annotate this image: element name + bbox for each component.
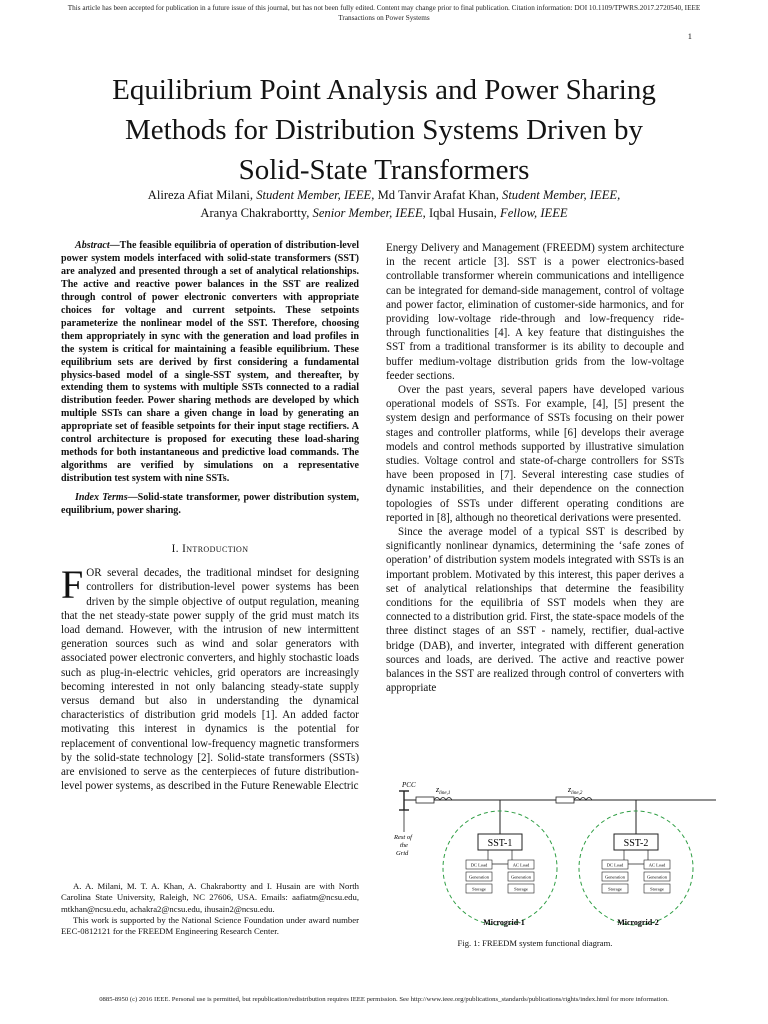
microgrid1-label: Microgrid-1 <box>483 918 525 927</box>
page-number: 1 <box>687 31 692 41</box>
author-footnote <box>61 881 359 937</box>
index-terms <box>61 492 359 518</box>
author-line-2 <box>40 204 728 222</box>
rest-of-grid <box>393 810 413 857</box>
left-column <box>61 240 359 793</box>
author-name: Md Tanvir Arafat Khan, <box>377 188 499 202</box>
ac-load-label: AC Load <box>648 862 666 868</box>
svg-text:zline,2 <box>567 785 583 796</box>
generation-label: Generation <box>511 874 531 880</box>
abstract-text: —The feasible equilibria of operation of distribution-level power system models interfaced with solid-state transformers (SST) are analyzed and presented through a set of analytical relationships. The active and reactive power balances in the SST are realized through control of power electronic converters with appropriate choices for voltage and current setpoints. These setpoints parameterize the nonlinear model of the SST. Therefore, choosing them appropriately in sync with the generation and load profiles in the system is critical for maintaining a feasible equilibrium. These equilibrium sets are derived by first considering a fundamental physics-based model of a single-SST system, and thereafter, by extending them to systems with multiple SSTs connected to a radial distribution feeder. Power sharing methods are developed by which multiple SSTs can share a given change in load by generating an appropriate set of feasible setpoints for their input stage rectifiers. A control architecture is proposed for executing these load-sharing methods for both instantaneous and predictive load commands. The algorithms are verified by simulations on a representative distribution test system with nine SSTs. <box>61 240 359 485</box>
figure-caption: Fig. 1: FREEDM system functional diagram. <box>457 938 613 948</box>
author-list <box>40 186 728 222</box>
sst2-label: SST-2 <box>623 838 649 849</box>
dc-load-label: DC Load <box>606 862 624 868</box>
rest-of-grid-line2: the <box>400 842 408 849</box>
copyright-footer: 0885-8950 (c) 2016 IEEE. Personal use is permitted, but republication/redistribution requires IEEE permission. See http://www.ieee.org/publications_standards/publications/rights/index.html for more information. <box>99 996 669 1003</box>
title-line-2: Methods for Distribution Systems Driven by <box>125 114 643 146</box>
dc-load-label: DC Load <box>470 862 488 868</box>
freedm-diagram <box>388 776 728 958</box>
author-line-1 <box>40 186 728 204</box>
abstract <box>61 240 359 486</box>
pcc-node <box>399 781 416 810</box>
journal-notice-line2: Transactions on Power Systems <box>338 14 430 22</box>
body-paragraph: Energy Delivery and Management (FREEDM) system architecture in the recent article [3]. SST is a power electronics-based controllable transformer wherein communications and intelligence can be integrated for demand-side management, control of voltage and power factor, elimination of customer-side harmonics, and for providing low-voltage ride-through and low-frequency ride-through functionalities [4]. A key feature that distinguishes the SST from a traditional transformer is its ability to decouple and buffer medium-voltage distribution grids from the low-voltage feeder sections. <box>386 242 684 382</box>
svg-text:zline,1 <box>435 785 450 796</box>
author-name: Aranya Chakrabortty, <box>200 206 310 220</box>
author-name: Alireza Afiat Milani, <box>147 188 254 202</box>
footnote-funding: This work is supported by the National Science Foundation under award number EEC-0812121 for the FREEDM Engineering Research Center. <box>61 914 359 937</box>
zline1-symbol: z <box>436 785 440 794</box>
zline1-subscript: line,1 <box>439 791 451 796</box>
author-role: Student Member, IEEE, <box>256 188 375 202</box>
title-line-1: Equilibrium Point Analysis and Power Sharing <box>112 74 656 106</box>
dropcap: F <box>61 562 84 608</box>
paper-title <box>40 70 728 190</box>
body-paragraph: Since the average model of a typical SST is described by significantly nonlinear dynamics, determining the ‘safe zones of operation’ of distribution system models integrated with SSTs is an important problem. Motivated by this interest, this paper derives a set of analytical relationships that determine the feasibility conditions for the equilibria of SST models when they are connected to a distribution grid. First, the state-space models of the three distinct stages of an SST - namely, rectifier, dual-active bridge (DAB), and inverter, integrated with different generation sources and loads, are derived. The active and reactive power balances in the SST are realized through control of converters with appropriate <box>386 526 684 695</box>
index-terms-lead: Index Terms <box>75 492 128 504</box>
storage-label: Storage <box>514 886 528 892</box>
generation-label: Generation <box>605 874 625 880</box>
title-line-3: Solid-State Transformers <box>238 154 530 186</box>
zline2-symbol: z <box>568 785 572 794</box>
storage-label: Storage <box>650 886 664 892</box>
pcc-label: PCC <box>402 781 416 789</box>
generation-label: Generation <box>647 874 667 880</box>
index-terms-text: —Solid-state transformer, power distribution system, equilibrium, power sharing. <box>61 492 359 517</box>
abstract-lead: Abstract <box>75 240 110 251</box>
intro-text: OR several decades, the traditional mindset for designing controllers for distribution-level power systems has been driven by the simple objective of output regulation, meaning that the net steady-state power supply of the grid must match its load demand. However, with the intrusion of new intermittent generation sources such as wind and solar generators with associated power electronic converters, and highly stochastic loads such as plug-in-electric vehicles, grid operators are increasingly becoming interested in not only balancing steady-state supply versus demand but also in understanding the dynamical characteristics of distribution grid models [1]. An added factor motivating this interest in dynamics is the potential for replacement of conventional low-frequency magnetic transformers by the solid-state technology [2]. Solid-state transformers (SSTs) are envisioned to serve as the centerpieces of future distribution-level power systems, as described in the Future Renewable Electric <box>61 567 359 793</box>
microgrid2-label: Microgrid-2 <box>617 918 659 927</box>
author-role: Fellow, IEEE <box>500 206 568 220</box>
ac-load-label: AC Load <box>512 862 530 868</box>
zline2-subscript: line,2 <box>571 791 583 796</box>
generation-label: Generation <box>469 874 489 880</box>
journal-notice-line1: This article has been accepted for publication in a future issue of this journal, but has not been fully edited. Content may change prior to final publication. Citation information: DOI 10.1109/TPWRS.2017.2720540, IEEE <box>67 4 701 12</box>
sst1-label: SST-1 <box>487 838 513 849</box>
storage-label: Storage <box>472 886 486 892</box>
storage-label: Storage <box>608 886 622 892</box>
body-paragraph: Over the past years, several papers have developed various operational models of SSTs. For example, [4], [5] present the system design and performance of SSTs focusing on their power stages and controller platforms, while [6] develops their average models and control methods supported by illustrative simulation studies. Voltage control and state-of-charge controllers for SSTs have been proposed in [7]. Several interesting case studies of dynamic instabilities, and their dependence on the connection topologies of SSTs under different operating conditions are reported in [8], although no theoretical derivations were presented. <box>386 384 684 524</box>
footnote-affiliation: A. A. Milani, M. T. A. Khan, A. Chakrabortty and I. Husain are with North Carolina State University, Raleigh, NC 27606, USA. Emails: aafiatm@ncsu.edu, mtkhan@ncsu.edu, achakra2@ncsu.edu, ihusain2@ncsu.edu. <box>61 881 359 914</box>
right-column <box>386 241 684 696</box>
section-heading <box>61 542 359 556</box>
journal-notice <box>18 3 750 23</box>
section-name: Introduction <box>182 543 249 556</box>
rest-of-grid-line1: Rest of <box>394 834 412 841</box>
author-role: Senior Member, IEEE, <box>312 206 426 220</box>
intro-paragraph <box>61 562 359 793</box>
author-name: Iqbal Husain, <box>428 206 497 220</box>
author-role: Student Member, IEEE, <box>502 188 621 202</box>
rest-of-grid-line3: Grid <box>396 850 409 857</box>
section-numeral: I. <box>171 543 179 556</box>
